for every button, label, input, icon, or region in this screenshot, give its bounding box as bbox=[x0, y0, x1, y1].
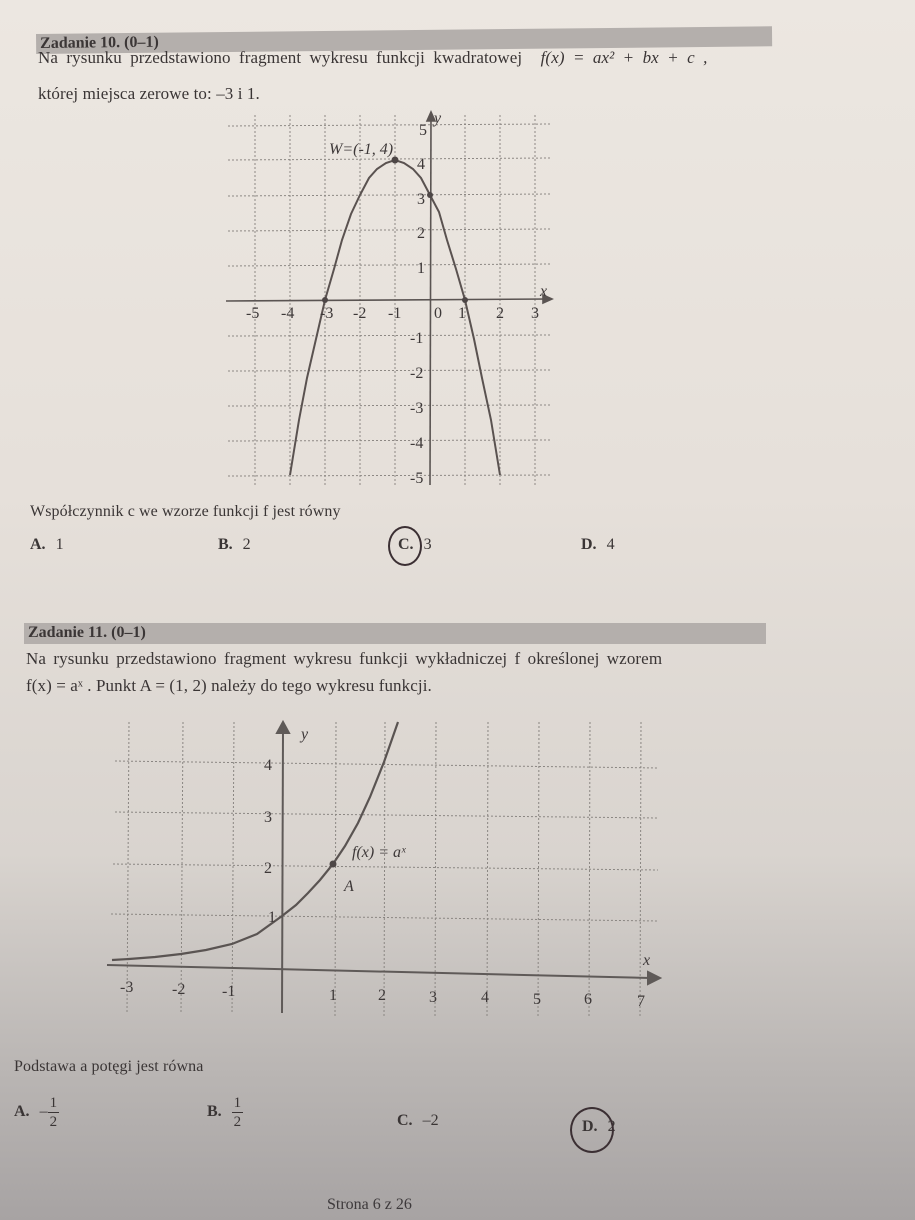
svg-text:1: 1 bbox=[329, 987, 337, 1004]
answer-value: 1 bbox=[55, 536, 64, 553]
answer-letter: A. bbox=[14, 1103, 30, 1121]
question-text: Współczynnik c we wzorze funkcji f jest równy bbox=[30, 503, 341, 520]
quadratic-formula: f(x) = ax² + bx + c , bbox=[540, 48, 708, 67]
answer-letter: C. bbox=[397, 1112, 413, 1129]
statement-text: f(x) = aˣ . Punkt A = (1, 2) należy do tego wykresu funkcji. bbox=[26, 676, 432, 695]
answer-fraction bbox=[232, 1094, 244, 1131]
answer-fraction bbox=[48, 1094, 60, 1131]
svg-text:4: 4 bbox=[264, 757, 272, 774]
task-11-title: Zadanie 11. (0–1) bbox=[28, 624, 146, 641]
page-footer: Strona 6 z 26 bbox=[327, 1196, 412, 1213]
svg-text:3: 3 bbox=[531, 305, 539, 322]
denominator: 2 bbox=[233, 1114, 242, 1130]
svg-text:1: 1 bbox=[458, 305, 466, 322]
quadratic-function-graph bbox=[215, 105, 560, 490]
statement-text: Na rysunku przedstawiono fragment wykresu funkcji kwadratowej bbox=[38, 48, 523, 67]
svg-text:3: 3 bbox=[417, 191, 425, 208]
y-intercept-point bbox=[427, 192, 433, 198]
exponential-curve bbox=[112, 722, 398, 960]
answer-letter: B. bbox=[207, 1103, 222, 1121]
denominator: 2 bbox=[49, 1114, 58, 1130]
vertex-label: W=(-1, 4) bbox=[329, 141, 394, 158]
task-11-answer-b[interactable] bbox=[207, 1094, 243, 1131]
svg-text:1: 1 bbox=[268, 909, 276, 926]
svg-text:2: 2 bbox=[264, 860, 272, 877]
question-text: Podstawa a potęgi jest równa bbox=[14, 1058, 204, 1075]
grid-lines bbox=[111, 722, 658, 1018]
task-10-statement-line-1 bbox=[38, 48, 707, 68]
svg-text:1: 1 bbox=[417, 260, 425, 277]
task-10-answer-b[interactable] bbox=[218, 536, 251, 554]
svg-text:4: 4 bbox=[481, 989, 489, 1006]
svg-text:5: 5 bbox=[533, 991, 541, 1008]
svg-text:-3: -3 bbox=[120, 979, 134, 996]
zero-point-right bbox=[462, 297, 468, 303]
answer-value: –2 bbox=[422, 1112, 439, 1129]
svg-text:-1: -1 bbox=[410, 330, 424, 347]
svg-text:-4: -4 bbox=[281, 305, 295, 322]
task-10-answer-a[interactable] bbox=[30, 536, 64, 554]
task-11-answer-c[interactable] bbox=[397, 1112, 439, 1130]
svg-text:0: 0 bbox=[434, 305, 442, 322]
svg-text:7: 7 bbox=[637, 993, 645, 1010]
svg-text:-5: -5 bbox=[410, 470, 424, 487]
svg-text:-4: -4 bbox=[410, 435, 424, 452]
svg-text:-2: -2 bbox=[353, 305, 367, 322]
svg-text:2: 2 bbox=[378, 987, 386, 1004]
task-11-statement-line-1: Na rysunku przedstawiono fragment wykresu funkcji wykładniczej f określonej wzorem bbox=[26, 649, 663, 668]
answer-value: 4 bbox=[606, 536, 615, 553]
answer-value: 2 bbox=[242, 536, 251, 553]
numerator: 1 bbox=[49, 1095, 58, 1111]
svg-text:6: 6 bbox=[584, 991, 592, 1008]
task-10-title: Zadanie 10. (0–1) bbox=[40, 33, 159, 52]
svg-text:-2: -2 bbox=[172, 981, 186, 998]
svg-text:-5: -5 bbox=[246, 305, 260, 322]
task-11-answer-a[interactable] bbox=[14, 1094, 59, 1131]
task-10-question bbox=[30, 503, 341, 521]
svg-text:5: 5 bbox=[419, 122, 427, 139]
curve-label: f(x) = aˣ bbox=[352, 844, 406, 861]
answer-letter: B. bbox=[218, 536, 233, 553]
task-11-question bbox=[14, 1058, 203, 1076]
svg-text:2: 2 bbox=[417, 225, 425, 242]
zero-point-left bbox=[322, 297, 328, 303]
svg-text:-1: -1 bbox=[388, 305, 402, 322]
point-a-label: A bbox=[344, 878, 354, 895]
task-10-statement-line-2: której miejsca zerowe to: –3 i 1. bbox=[38, 84, 260, 103]
exponential-function-graph bbox=[100, 715, 675, 1020]
svg-text:-3: -3 bbox=[410, 400, 424, 417]
svg-text:-2: -2 bbox=[410, 365, 424, 382]
task-10-answer-d[interactable] bbox=[581, 536, 615, 554]
selected-answer-circle bbox=[388, 526, 422, 566]
task-11-header bbox=[24, 623, 766, 644]
answer-sign: – bbox=[39, 1103, 48, 1121]
axes bbox=[226, 112, 552, 485]
svg-text:4: 4 bbox=[417, 156, 425, 173]
svg-text:x: x bbox=[540, 283, 548, 300]
answer-letter: C. bbox=[398, 536, 414, 553]
marked-points bbox=[322, 157, 468, 304]
answer-letter: A. bbox=[30, 536, 46, 553]
svg-text:y: y bbox=[301, 726, 309, 743]
answer-letter: D. bbox=[581, 536, 597, 553]
svg-text:y: y bbox=[434, 110, 442, 127]
svg-text:2: 2 bbox=[496, 305, 504, 322]
answer-value: 3 bbox=[423, 536, 432, 553]
answer-letter: D. bbox=[582, 1118, 598, 1135]
selected-answer-circle bbox=[570, 1107, 614, 1153]
svg-text:-1: -1 bbox=[222, 983, 236, 1000]
svg-text:3: 3 bbox=[264, 809, 272, 826]
numerator: 1 bbox=[233, 1095, 242, 1111]
answer-value: 2 bbox=[607, 1118, 616, 1135]
point-a bbox=[330, 861, 337, 868]
svg-text:3: 3 bbox=[429, 989, 437, 1006]
task-11-statement-line-2 bbox=[26, 676, 432, 696]
svg-text:-3: -3 bbox=[320, 305, 334, 322]
svg-text:x: x bbox=[643, 952, 651, 969]
